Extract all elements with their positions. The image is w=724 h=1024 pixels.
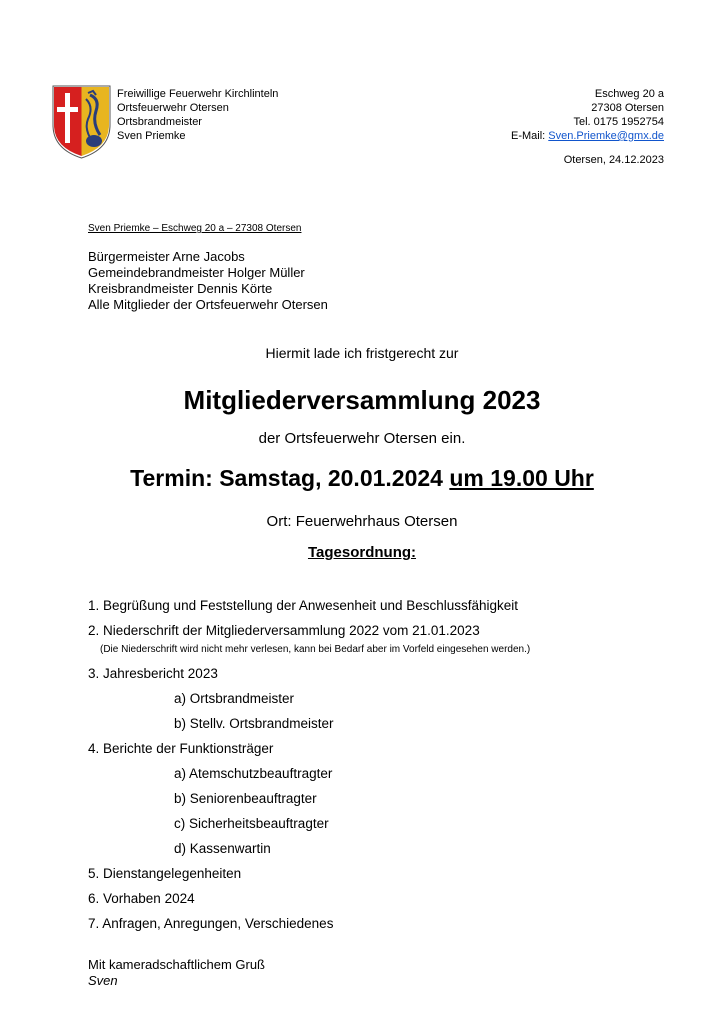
email-label: E-Mail:: [511, 130, 549, 142]
subtitle-text: der Ortsfeuerwehr Otersen ein.: [258, 430, 466, 447]
fire-brigade-crest-logo: [52, 85, 111, 159]
recipient-list: [88, 249, 328, 313]
agenda-item: 1. Begrüßung und Feststellung der Anwesenheit und Beschlussfähigkeit: [88, 598, 519, 613]
agenda-item: 5. Dienstangelegenheiten: [88, 866, 242, 881]
sender-block: [117, 87, 278, 143]
email-link[interactable]: Sven.Priemke@gmx.de: [548, 130, 664, 142]
meeting-date: [0, 465, 724, 492]
sender-line: Ortsfeuerwehr Otersen: [117, 102, 229, 114]
sender-line: Freiwillige Feuerwehr Kirchlinteln: [117, 88, 279, 100]
recipient: Bürgermeister Arne Jacobs: [88, 249, 245, 264]
sender-line: Sven Priemke: [117, 130, 186, 142]
recipient: Gemeindebrandmeister Holger Müller: [88, 265, 305, 280]
letter-date: Otersen, 24.12.2023: [563, 154, 664, 166]
agenda-item: 3. Jahresbericht 2023: [88, 666, 218, 681]
meeting-location: Ort: Feuerwehrhaus Otersen: [266, 513, 458, 530]
contact-block: [511, 87, 664, 143]
agenda-subitem: b) Stellv. Ortsbrandmeister: [174, 716, 334, 731]
sender-line: Ortsbrandmeister: [117, 116, 202, 128]
signature: Sven: [88, 973, 118, 988]
agenda-subitem: d) Kassenwartin: [174, 841, 271, 856]
recipient: Kreisbrandmeister Dennis Körte: [88, 281, 273, 296]
closing-block: [88, 957, 265, 989]
address-city: 27308 Otersen: [591, 102, 664, 114]
agenda-list: [88, 593, 530, 936]
agenda-note: (Die Niederschrift wird nicht mehr verlesen, kann bei Bedarf aber im Vorfeld eingesehen werden.): [100, 644, 531, 655]
address-street: Eschweg 20 a: [594, 88, 664, 100]
agenda-subitem: a) Ortsbrandmeister: [174, 691, 295, 706]
return-address: Sven Priemke – Eschweg 20 a – 27308 Otersen: [88, 223, 302, 234]
agenda-item: 2. Niederschrift der Mitgliederversammlung 2022 vom 21.01.2023: [88, 623, 480, 638]
agenda-subitem: b) Seniorenbeauftragter: [174, 791, 317, 806]
meeting-time: um 19.00 Uhr: [449, 465, 594, 491]
agenda-subitem: a) Atemschutzbeauftragter: [174, 766, 333, 781]
closing-text: Mit kameradschaftlichem Gruß: [88, 957, 265, 972]
phone-number: Tel. 0175 1952754: [573, 116, 664, 128]
recipient: Alle Mitglieder der Ortsfeuerwehr Otersen: [88, 297, 328, 312]
agenda-heading: Tagesordnung:: [307, 544, 417, 561]
agenda-item: 4. Berichte der Funktionsträger: [88, 741, 274, 756]
document-title: Mitgliederversammlung 2023: [183, 385, 541, 415]
meeting-date-text: Termin: Samstag, 20.01.2024: [130, 465, 450, 491]
email-line: [511, 129, 664, 143]
intro-text: Hiermit lade ich fristgerecht zur: [265, 345, 459, 361]
agenda-item: 7. Anfragen, Anregungen, Verschiedenes: [88, 916, 334, 931]
agenda-item: 6. Vorhaben 2024: [88, 891, 195, 906]
agenda-subitem: c) Sicherheitsbeauftragter: [174, 816, 329, 831]
